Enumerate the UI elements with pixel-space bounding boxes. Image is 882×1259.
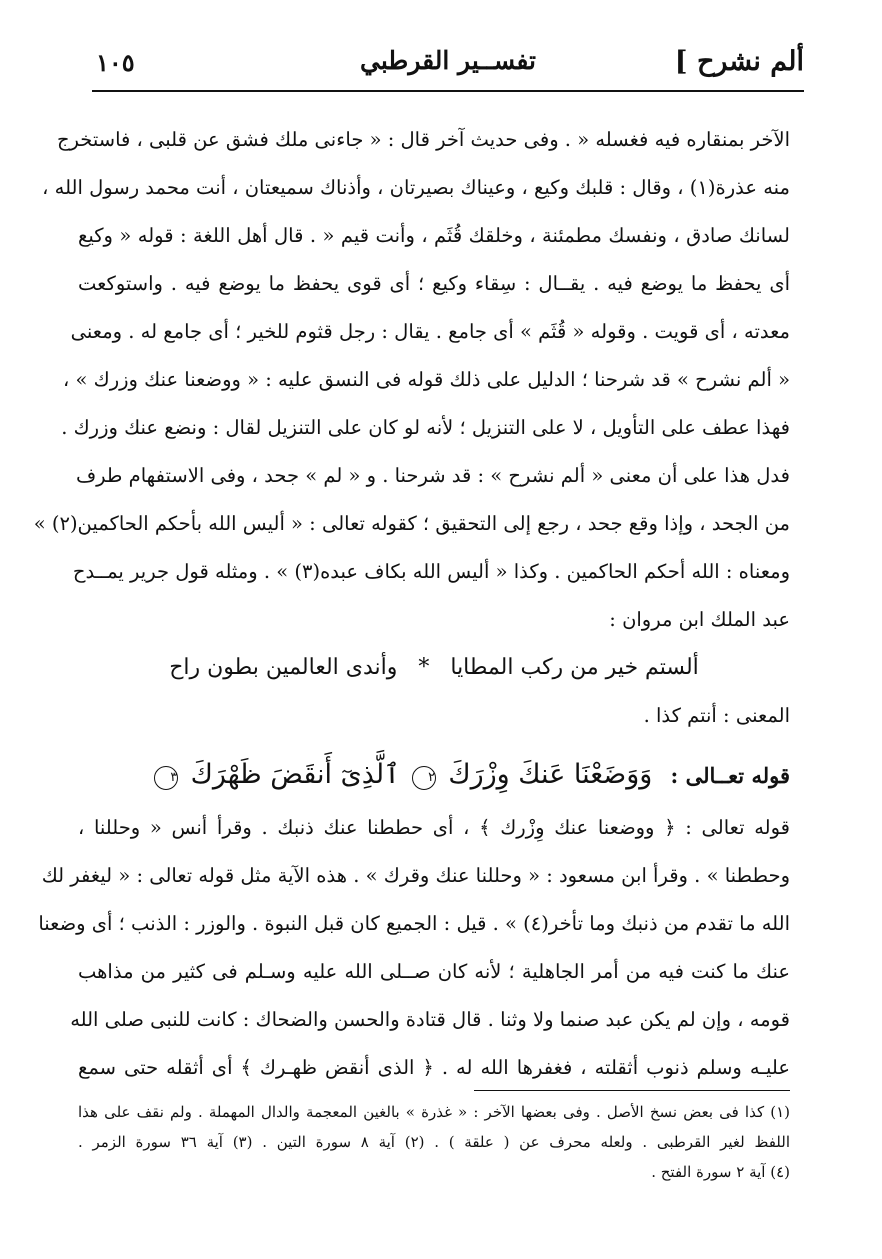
text-line: فهذا عطف على التأويل ، لا على التنزيل ؛ لأنه لو كان على التنزيل لقال : ونضع عنك وزرك . [61, 416, 790, 439]
book-title: تفســير القرطبي [360, 46, 536, 75]
page-number: ١٠٥ [96, 48, 135, 77]
verse-text: ٱلَّذِىٓ أَنقَضَ ظَهْرَكَ [190, 759, 400, 790]
text-line: « ألم نشرح » قد شرحنا ؛ الدليل على ذلك قوله فى النسق عليه : « ووضعنا عنك وزرك » ، [63, 368, 790, 391]
text-line: عبد الملك ابن مروان : [609, 608, 790, 631]
text-line: الآخر بمنقاره فيه فغسله « . وفى حديث آخر قال : « جاءنى ملك فشق عن قلبى ، فاستخرج [56, 128, 790, 151]
text-line: الله ما تقدم من ذنبك وما تأخر(٤) » . قيل : الجميع كان قبل النبوة . والوزر : الذنب ؛ أى وضعنا [38, 912, 790, 935]
verse-text: وَوَضَعْنَا عَنكَ وِزْرَكَ [448, 759, 653, 790]
header-rule [92, 90, 804, 92]
text-line: عنك ما كنت فيه من أمر الجاهلية ؛ لأنه كان صــلى الله عليه وسـلم فى كثير من مذاهب [78, 960, 790, 983]
poem-verse [78, 644, 790, 692]
text-line: المعنى : أنتم كذا . [643, 704, 790, 727]
verse-label: قوله تعــالى : [670, 763, 790, 788]
footnote-line: (١) كذا فى بعض نسخ الأصل . وفى بعضها الآخر : « غذرة » بالغين المعجمة والدال المهملة . ولم نقف على هذا [78, 1103, 790, 1121]
footnote-line: (٤) آية ٢ سورة الفتح . [651, 1163, 790, 1181]
text-line: منه عذرة(١) ، وقال : قلبك وكيع ، وعيناك بصيرتان ، وأذناك سميعتان ، أنت محمد رسول الله ، [42, 176, 790, 199]
page-header [92, 42, 804, 92]
poem-first-hemistich: ألستم خير من ركب المطايا [450, 655, 699, 680]
surah-name: ألم نشرح ] [674, 46, 804, 77]
text-line: قوله تعالى : ﴿ ووضعنا عنك وِزْرك ﴾ ، أى حططنا عنك ذنبك . وقرأ أنس « وحللنا ، [78, 816, 790, 839]
text-line: فدل هذا على أن معنى « ألم نشرح » : قد شرحنا . و « لم » جحد ، وفى الاستفهام طرف [75, 464, 790, 487]
ayah-number-marker: ٢ [412, 766, 436, 790]
poem-separator: * [418, 655, 430, 680]
footnote-line: اللفظ لغير القرطبى . ولعله محرف عن ( علقة ) . (٢) آية ٨ سورة التين . (٣) آية ٣٦ سورة الزمر . [78, 1133, 790, 1151]
ayah-number-marker: ٣ [154, 766, 178, 790]
poem-second-hemistich: وأندى العالمين بطون راح [169, 655, 398, 680]
text-line: ومعناه : الله أحكم الحاكمين . وكذا « أليس الله بكاف عبده(٣) » . ومثله قول جرير يمــدح [72, 560, 790, 583]
verse-heading [78, 745, 790, 805]
text-line: وحططنا » . وقرأ ابن مسعود : « وحللنا عنك وقرك » . هذه الآية مثل قوله تعالى : « ليغفر لك [41, 864, 790, 887]
footnote-rule [474, 1090, 790, 1091]
text-line: لسانك صادق ، ونفسك مطمئنة ، وخلقك قُثَم ، وأنت قيم « . قال أهل اللغة : قوله « وكيع [78, 224, 790, 247]
text-line: أى يحفظ ما يوضع فيه . يقــال : سِقاء وكيع ؛ أى قوى يحفظ ما يوضع فيه . واستوكعت [78, 272, 790, 295]
text-line: معدته ، أى قويت . وقوله « قُثَم » أى جامع . يقال : رجل قثوم للخير ؛ أى جامع له . ومعنى [70, 320, 790, 343]
text-line: قومه ، وإن لم يكن عبد صنما ولا وثنا . قال قتادة والحسن والضحاك : كانت للنبى صلى الله [70, 1008, 790, 1031]
text-line: من الجحد ، وإذا وقع جحد ، رجع إلى التحقيق ؛ كقوله تعالى : « أليس الله بأحكم الحاكمين(٢) » [33, 512, 790, 535]
text-line: عليـه وسلم ذنوب أثقلته ، فغفرها الله له . ﴿ الذى أنقض ظهـرك ﴾ أى أثقله حتى سمع [78, 1056, 790, 1079]
